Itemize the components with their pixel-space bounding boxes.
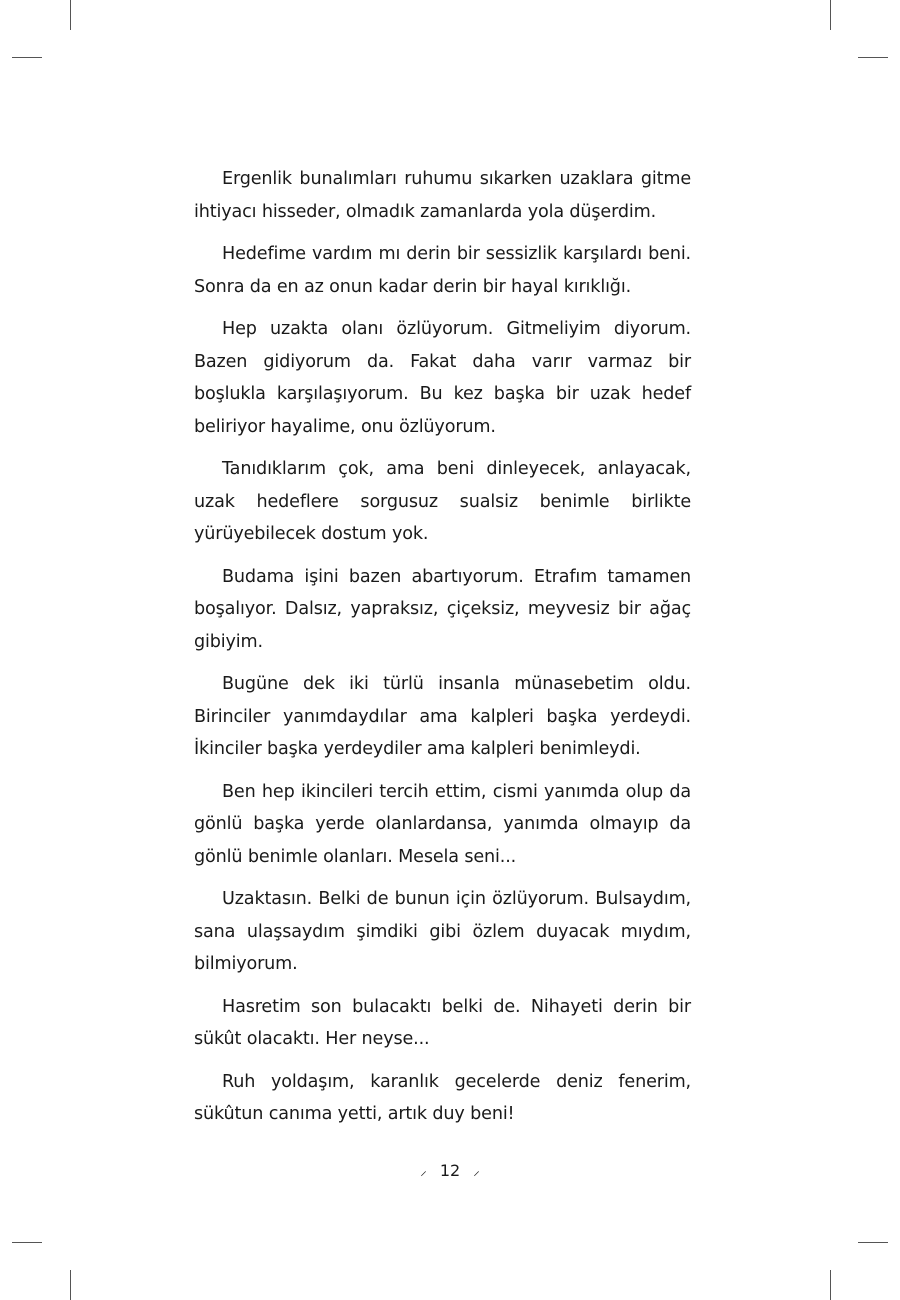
crop-mark-top-left-vertical — [70, 0, 71, 30]
dash-ornament-icon: ⸝ — [420, 1163, 427, 1179]
paragraph-6: Bugüne dek iki türlü insanla münasebetim oldu. Birinciler yanımdaydılar ama kalpleri başka yerdeydi. İkinciler başka yerdeydiler ama kalpleri benimleydi. — [194, 674, 691, 759]
crop-mark-top-right-horizontal — [858, 57, 888, 58]
paragraph-4: Tanıdıklarım çok, ama beni dinleyecek, anlayacak, uzak hedeflere sorgusuz sualsiz benimle birlikte yürüyebilecek dostum yok. — [194, 459, 691, 544]
paragraph-7: Ben hep ikincileri tercih ettim, cismi yanımda olup da gönlü başka yerde olanlardansa, yanımda olmayıp da gönlü benimle olanları. Mesela seni... — [194, 781, 691, 867]
dash-ornament-icon: ⸝ — [473, 1163, 480, 1179]
crop-mark-bottom-left-horizontal — [12, 1242, 42, 1243]
crop-mark-top-right-vertical — [830, 0, 831, 30]
paragraph-10: Ruh yoldaşım, karanlık gecelerde deniz fenerim, sükûtun canıma yetti, artık duy beni! — [194, 1071, 691, 1124]
paragraph-8: Uzaktasın. Belki de bunun için özlüyorum. Bulsaydım, sana ulaşsaydım şimdiki gibi özlem duyacak mıydım, bilmiyorum. — [194, 889, 691, 974]
page-folio — [0, 1160, 900, 1180]
paragraph-1: Ergenlik bunalımları ruhumu sıkarken uzaklara gitme ihtiyacı hisseder, olmadık zamanlarda yola düşerdim. — [194, 169, 691, 222]
crop-mark-bottom-right-vertical — [830, 1270, 831, 1300]
paragraph-3: Hep uzakta olanı özlüyorum. Gitmeliyim diyorum. Bazen gidiyorum da. Fakat daha varır varmaz bir boşlukla karşılaşıyorum. Bu kez başka bir uzak hedef beliriyor hayalime, onu özlüyorum. — [194, 319, 691, 437]
paragraph-9: Hasretim son bulacaktı belki de. Nihayeti derin bir sükût olacaktı. Her neyse... — [194, 996, 691, 1049]
paragraph-2: Hedefime vardım mı derin bir sessizlik karşılardı beni. Sonra da en az onun kadar derin bir hayal kırıklığı. — [194, 244, 691, 297]
crop-mark-bottom-left-vertical — [70, 1270, 71, 1300]
page-number: 12 — [439, 1161, 461, 1180]
crop-mark-bottom-right-horizontal — [858, 1242, 888, 1243]
crop-mark-top-left-horizontal — [12, 57, 42, 58]
body-text — [194, 163, 691, 1141]
paragraph-5: Budama işini bazen abartıyorum. Etrafım tamamen boşalıyor. Dalsız, yapraksız, çiçeksiz, meyvesiz bir ağaç gibiyim. — [194, 566, 691, 652]
